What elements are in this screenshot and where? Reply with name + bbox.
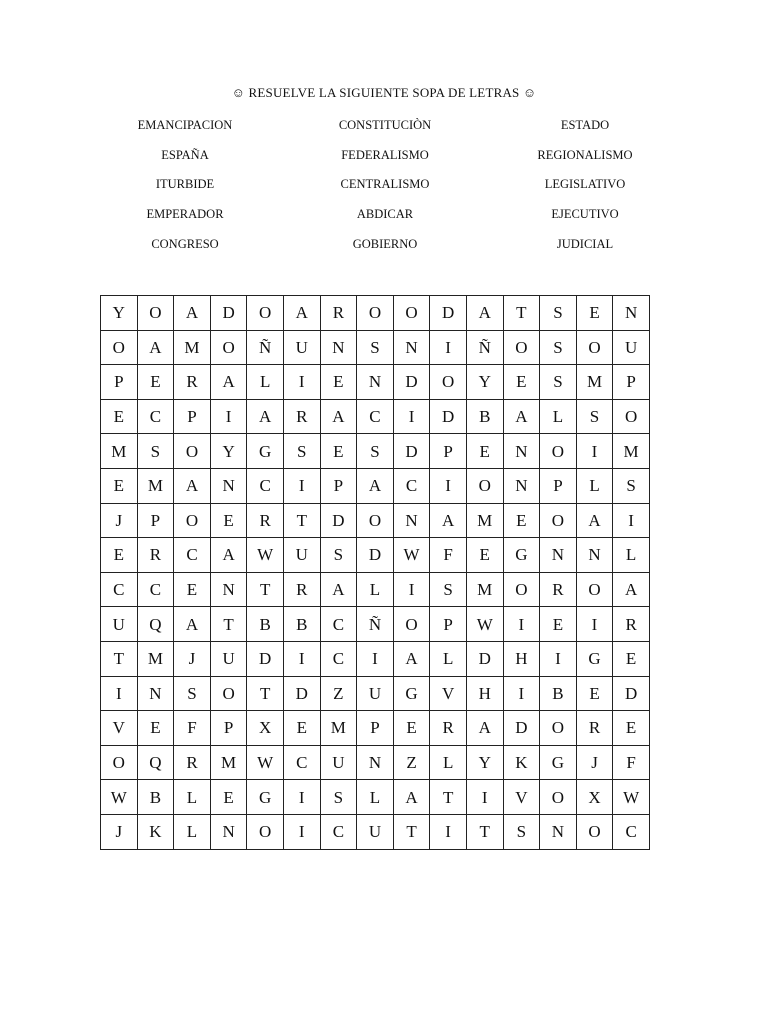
grid-row [101,814,650,849]
grid-cell: M [174,330,211,365]
grid-cell: U [283,330,320,365]
grid-cell: M [466,572,503,607]
grid-cell: D [247,641,284,676]
grid-cell: V [430,676,467,711]
grid-cell: O [137,296,174,331]
grid-cell: E [137,711,174,746]
grid-cell: U [101,607,138,642]
word-list-item: CENTRALISMO [340,177,430,192]
grid-cell: E [503,365,540,400]
grid-cell: D [503,711,540,746]
grid-cell: X [247,711,284,746]
grid-cell: E [393,711,430,746]
grid-cell: O [101,745,138,780]
grid-cell: I [210,399,247,434]
word-list-item: CONGRESO [151,236,219,251]
grid-cell: W [247,745,284,780]
grid-row [101,503,650,538]
grid-cell: I [283,468,320,503]
grid-cell: U [613,330,650,365]
grid-cell: R [430,711,467,746]
grid-cell: T [466,814,503,849]
grid-cell: O [210,330,247,365]
grid-cell: N [357,745,394,780]
grid-cell: J [576,745,613,780]
grid-cell: E [101,399,138,434]
grid-cell: K [137,814,174,849]
grid-cell: M [466,503,503,538]
grid-cell: O [357,503,394,538]
grid-cell: P [540,468,577,503]
grid-cell: Y [466,745,503,780]
word-list-item: FEDERALISMO [341,147,429,162]
grid-cell: H [503,641,540,676]
grid-cell: U [283,538,320,573]
grid-cell: W [247,538,284,573]
grid-cell: L [430,745,467,780]
grid-cell: E [283,711,320,746]
grid-cell: I [576,607,613,642]
grid-cell: I [101,676,138,711]
grid-cell: M [101,434,138,469]
grid-cell: C [247,468,284,503]
grid-row [101,365,650,400]
grid-cell: S [540,365,577,400]
grid-cell: G [247,780,284,815]
grid-row [101,399,650,434]
grid-cell: E [320,365,357,400]
word-list-item: JUDICIAL [556,236,614,251]
grid-cell: N [357,365,394,400]
grid-cell: S [357,330,394,365]
grid-cell: A [174,296,211,331]
grid-cell: A [320,572,357,607]
grid-cell: S [137,434,174,469]
grid-cell: O [576,330,613,365]
grid-cell: P [101,365,138,400]
grid-cell: I [393,399,430,434]
grid-cell: T [247,676,284,711]
grid-cell: C [320,641,357,676]
grid-cell: N [210,572,247,607]
grid-cell: E [466,538,503,573]
grid-cell: G [540,745,577,780]
grid-cell: V [503,780,540,815]
grid-cell: N [393,330,430,365]
grid-cell: N [540,538,577,573]
grid-cell: T [393,814,430,849]
grid-cell: E [210,503,247,538]
grid-cell: D [357,538,394,573]
grid-row [101,711,650,746]
grid-cell: O [174,434,211,469]
grid-cell: L [576,468,613,503]
grid-cell: Q [137,607,174,642]
word-list-item: CONSTITUCIÒN [338,118,432,132]
grid-cell: E [210,780,247,815]
grid-cell: E [613,711,650,746]
grid-cell: R [174,365,211,400]
grid-cell: I [283,780,320,815]
grid-cell: D [283,676,320,711]
grid-cell: C [137,399,174,434]
grid-cell: U [357,676,394,711]
word-list-item: REGIONALISMO [537,147,633,162]
grid-cell: C [320,814,357,849]
grid-cell: S [540,296,577,331]
grid-cell: Y [466,365,503,400]
grid-row [101,745,650,780]
grid-cell: P [174,399,211,434]
grid-cell: I [283,365,320,400]
grid-cell: A [247,399,284,434]
word-list-item: ABDICAR [356,207,414,222]
grid-cell: E [503,503,540,538]
grid-cell: Z [393,745,430,780]
grid-cell: W [101,780,138,815]
grid-cell: P [357,711,394,746]
grid-cell: O [576,814,613,849]
grid-cell: L [357,780,394,815]
grid-cell: A [357,468,394,503]
grid-cell: G [576,641,613,676]
grid-cell: N [393,503,430,538]
grid-cell: N [576,538,613,573]
grid-cell: O [247,814,284,849]
grid-cell: G [247,434,284,469]
grid-cell: T [283,503,320,538]
grid-cell: S [174,676,211,711]
grid-cell: O [247,296,284,331]
grid-cell: C [357,399,394,434]
grid-cell: S [320,780,357,815]
grid-cell: D [320,503,357,538]
grid-cell: X [576,780,613,815]
grid-cell: I [503,676,540,711]
grid-cell: J [101,814,138,849]
grid-cell: D [393,365,430,400]
grid-cell: J [101,503,138,538]
grid-row [101,607,650,642]
grid-cell: A [283,296,320,331]
grid-cell: E [540,607,577,642]
grid-cell: Y [210,434,247,469]
word-list-item: LEGISLATIVO [544,177,626,192]
grid-cell: W [393,538,430,573]
grid-cell: Ñ [247,330,284,365]
grid-cell: I [613,503,650,538]
grid-cell: N [503,468,540,503]
grid-cell: D [466,641,503,676]
word-list-item: EJECUTIVO [551,207,619,222]
grid-cell: R [247,503,284,538]
grid-cell: C [137,572,174,607]
grid-cell: P [210,711,247,746]
grid-cell: W [613,780,650,815]
grid-cell: L [174,780,211,815]
grid-cell: A [174,607,211,642]
grid-cell: T [430,780,467,815]
word-list-item: ESTADO [560,118,610,132]
grid-cell: H [466,676,503,711]
grid-cell: R [283,572,320,607]
grid-cell: A [576,503,613,538]
grid-cell: I [466,780,503,815]
grid-cell: Z [320,676,357,711]
grid-cell: N [137,676,174,711]
grid-cell: M [576,365,613,400]
grid-cell: A [466,296,503,331]
grid-cell: I [283,641,320,676]
grid-cell: I [357,641,394,676]
grid-cell: P [430,434,467,469]
grid-cell: O [357,296,394,331]
grid-cell: F [613,745,650,780]
grid-cell: C [283,745,320,780]
grid-cell: S [540,330,577,365]
grid-cell: O [101,330,138,365]
word-list [80,116,690,264]
grid-cell: O [540,503,577,538]
grid-cell: J [174,641,211,676]
grid-cell: A [393,641,430,676]
grid-cell: N [503,434,540,469]
word-list-item: ESPAÑA [161,147,209,162]
grid-cell: D [393,434,430,469]
grid-cell: E [576,676,613,711]
grid-cell: Q [137,745,174,780]
grid-cell: E [466,434,503,469]
grid-cell: K [503,745,540,780]
grid-cell: A [210,538,247,573]
grid-cell: S [430,572,467,607]
grid-cell: L [540,399,577,434]
grid-cell: M [137,468,174,503]
grid-cell: S [576,399,613,434]
grid-row [101,572,650,607]
grid-cell: B [283,607,320,642]
grid-row [101,296,650,331]
grid-cell: C [101,572,138,607]
grid-cell: S [283,434,320,469]
grid-cell: O [393,607,430,642]
grid-cell: I [393,572,430,607]
grid-cell: P [320,468,357,503]
grid-cell: R [320,296,357,331]
grid-cell: O [613,399,650,434]
grid-cell: P [137,503,174,538]
grid-cell: M [320,711,357,746]
grid-cell: R [283,399,320,434]
grid-cell: B [247,607,284,642]
grid-cell: G [393,676,430,711]
grid-cell: L [247,365,284,400]
grid-cell: N [540,814,577,849]
grid-cell: Y [101,296,138,331]
word-list-item: ITURBIDE [155,177,215,192]
grid-cell: E [101,468,138,503]
grid-cell: M [137,641,174,676]
grid-cell: B [466,399,503,434]
grid-cell: E [576,296,613,331]
grid-cell: O [210,676,247,711]
grid-cell: A [393,780,430,815]
grid-cell: G [503,538,540,573]
grid-cell: E [613,641,650,676]
grid-cell: C [320,607,357,642]
grid-cell: I [283,814,320,849]
grid-cell: S [357,434,394,469]
grid-cell: I [430,468,467,503]
grid-cell: F [174,711,211,746]
grid-cell: O [430,365,467,400]
grid-cell: D [430,296,467,331]
grid-row [101,538,650,573]
grid-cell: U [210,641,247,676]
grid-cell: M [613,434,650,469]
grid-cell: O [466,468,503,503]
grid-cell: Ñ [357,607,394,642]
grid-cell: S [613,468,650,503]
grid-cell: T [503,296,540,331]
grid-row [101,641,650,676]
grid-cell: I [503,607,540,642]
grid-cell: O [393,296,430,331]
grid-cell: B [540,676,577,711]
grid-row [101,434,650,469]
letter-grid [100,295,650,850]
grid-cell: I [430,814,467,849]
grid-cell: S [503,814,540,849]
grid-cell: M [210,745,247,780]
grid-cell: R [137,538,174,573]
grid-cell: L [613,538,650,573]
grid-cell: I [540,641,577,676]
grid-cell: N [210,814,247,849]
grid-cell: O [174,503,211,538]
grid-cell: O [540,711,577,746]
grid-cell: T [247,572,284,607]
grid-cell: W [466,607,503,642]
grid-cell: V [101,711,138,746]
grid-row [101,330,650,365]
grid-cell: O [576,572,613,607]
grid-cell: P [613,365,650,400]
word-list-item: EMANCIPACION [137,118,233,132]
grid-cell: D [210,296,247,331]
grid-cell: E [320,434,357,469]
grid-cell: T [101,641,138,676]
grid-cell: N [320,330,357,365]
grid-cell: T [210,607,247,642]
grid-cell: R [613,607,650,642]
grid-cell: D [430,399,467,434]
grid-row [101,676,650,711]
grid-cell: O [503,330,540,365]
grid-cell: A [210,365,247,400]
grid-cell: A [613,572,650,607]
word-list-item: EMPERADOR [146,207,224,222]
grid-cell: A [137,330,174,365]
grid-cell: D [613,676,650,711]
grid-cell: L [357,572,394,607]
grid-cell: A [320,399,357,434]
grid-cell: A [466,711,503,746]
grid-cell: C [613,814,650,849]
grid-cell: L [430,641,467,676]
grid-cell: R [540,572,577,607]
grid-cell: R [174,745,211,780]
grid-cell: L [174,814,211,849]
grid-cell: B [137,780,174,815]
grid-cell: U [357,814,394,849]
grid-cell: E [137,365,174,400]
grid-cell: O [503,572,540,607]
grid-cell: A [430,503,467,538]
grid-cell: I [576,434,613,469]
grid-cell: N [613,296,650,331]
grid-row [101,780,650,815]
grid-cell: E [174,572,211,607]
grid-row [101,468,650,503]
grid-cell: I [430,330,467,365]
word-list-item: GOBIERNO [352,236,418,251]
grid-cell: C [393,468,430,503]
grid-cell: O [540,780,577,815]
grid-cell: R [576,711,613,746]
grid-cell: E [101,538,138,573]
grid-cell: F [430,538,467,573]
grid-cell: S [320,538,357,573]
grid-cell: P [430,607,467,642]
grid-cell: Ñ [466,330,503,365]
grid-cell: U [320,745,357,780]
grid-cell: C [174,538,211,573]
page-title: ☺ RESUELVE LA SIGUIENTE SOPA DE LETRAS ☺ [231,85,537,100]
grid-cell: N [210,468,247,503]
grid-cell: A [174,468,211,503]
grid-cell: O [540,434,577,469]
grid-cell: A [503,399,540,434]
